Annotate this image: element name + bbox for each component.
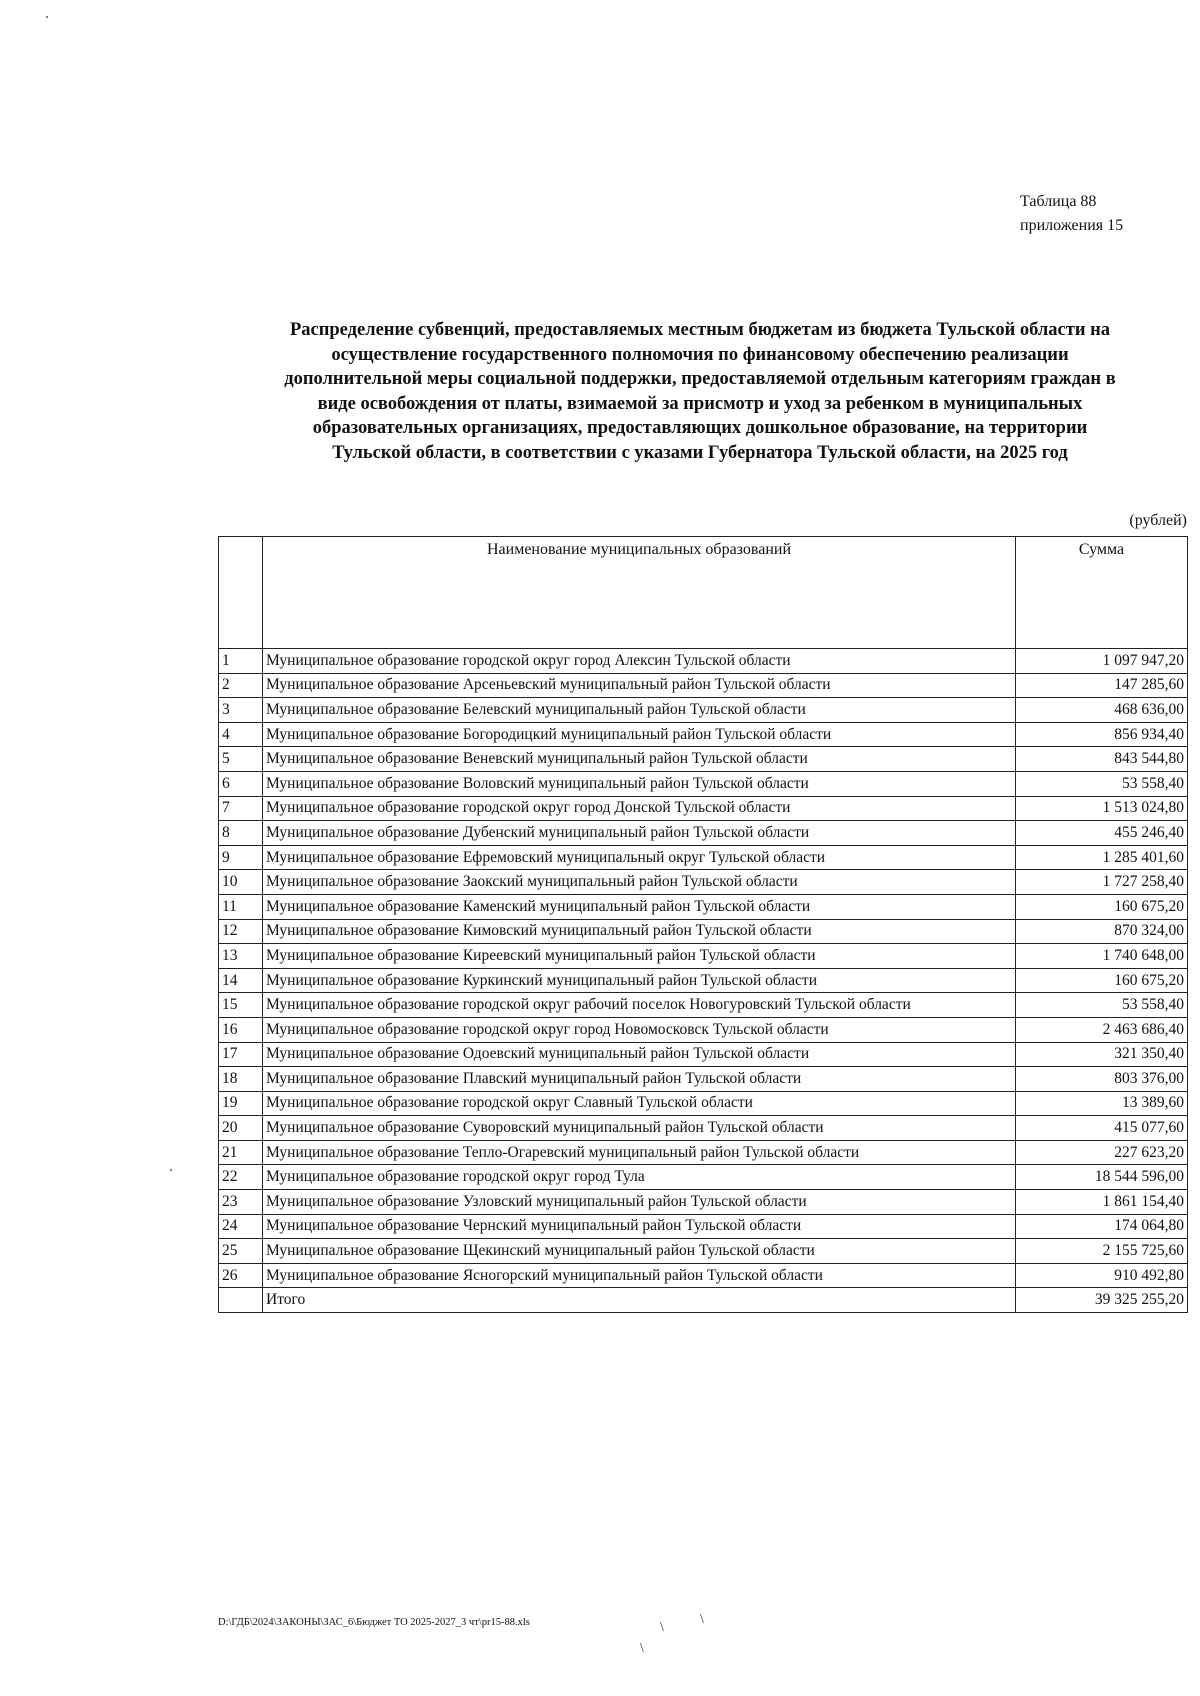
document-title xyxy=(210,318,1190,465)
table-row xyxy=(219,722,1188,747)
table-row xyxy=(219,870,1188,895)
table-row xyxy=(219,1017,1188,1042)
table-row xyxy=(219,919,1188,944)
header-amount: Сумма xyxy=(1016,537,1188,649)
municipality-name: Муниципальное образование городской округ Славный Тульской области xyxy=(263,1091,1016,1116)
table-row xyxy=(219,944,1188,969)
row-number: 24 xyxy=(219,1214,263,1239)
row-amount: 870 324,00 xyxy=(1016,919,1188,944)
scan-mark: \ xyxy=(640,1641,644,1656)
scan-mark: \ xyxy=(700,1612,704,1627)
row-number: 8 xyxy=(219,821,263,846)
row-number: 26 xyxy=(219,1263,263,1288)
row-amount: 13 389,60 xyxy=(1016,1091,1188,1116)
header-municipality: Наименование муниципальных образований xyxy=(263,537,1016,649)
municipality-name: Муниципальное образование Богородицкий муниципальный район Тульской области xyxy=(263,722,1016,747)
row-amount: 18 544 596,00 xyxy=(1016,1165,1188,1190)
municipality-name: Муниципальное образование Ясногорский муниципальный район Тульской области xyxy=(263,1263,1016,1288)
table-body xyxy=(219,649,1188,1288)
table-row xyxy=(219,649,1188,674)
table-number: Таблица 88 xyxy=(1020,193,1097,210)
table-row xyxy=(219,821,1188,846)
currency-unit: (рублей) xyxy=(1129,512,1187,529)
file-path-footer: D:\ГДБ\2024\ЗАКОНЫ\ЗАС_6\Бюджет ТО 2025-2027_3 чт\pr15-88.xls xyxy=(218,1617,530,1628)
row-number: 13 xyxy=(219,944,263,969)
row-number: 22 xyxy=(219,1165,263,1190)
row-number: 18 xyxy=(219,1067,263,1092)
municipality-name: Муниципальное образование Заокский муниципальный район Тульской области xyxy=(263,870,1016,895)
table-row xyxy=(219,1116,1188,1141)
subvention-table xyxy=(218,536,1188,1313)
row-amount: 160 675,20 xyxy=(1016,894,1188,919)
scan-speck xyxy=(170,1169,172,1171)
row-amount: 468 636,00 xyxy=(1016,698,1188,723)
row-number: 25 xyxy=(219,1239,263,1264)
row-number: 10 xyxy=(219,870,263,895)
municipality-name: Муниципальное образование Киреевский муниципальный район Тульской области xyxy=(263,944,1016,969)
table-row xyxy=(219,796,1188,821)
row-number: 7 xyxy=(219,796,263,821)
row-number: 15 xyxy=(219,993,263,1018)
municipality-name: Муниципальное образование Белевский муниципальный район Тульской области xyxy=(263,698,1016,723)
row-number: 17 xyxy=(219,1042,263,1067)
row-number: 2 xyxy=(219,673,263,698)
header-number xyxy=(219,537,263,649)
table-row xyxy=(219,1239,1188,1264)
title-line: дополнительной меры социальной поддержки, предоставляемой отдельным категориям граждан в xyxy=(284,369,1116,389)
total-amount: 39 325 255,20 xyxy=(1016,1288,1188,1313)
table-row xyxy=(219,1067,1188,1092)
row-number: 6 xyxy=(219,771,263,796)
table-row xyxy=(219,771,1188,796)
title-line: Тульской области, в соответствии с указами Губернатора Тульской области, на 2025 год xyxy=(332,442,1068,463)
row-number: 9 xyxy=(219,845,263,870)
row-amount: 910 492,80 xyxy=(1016,1263,1188,1288)
table-row xyxy=(219,845,1188,870)
row-number: 4 xyxy=(219,722,263,747)
row-amount: 803 376,00 xyxy=(1016,1067,1188,1092)
municipality-name: Муниципальное образование Воловский муниципальный район Тульской области xyxy=(263,771,1016,796)
row-amount: 455 246,40 xyxy=(1016,821,1188,846)
row-amount: 2 155 725,60 xyxy=(1016,1239,1188,1264)
row-amount: 227 623,20 xyxy=(1016,1140,1188,1165)
title-line: образовательных организациях, предоставляющих дошкольное образование, на территории xyxy=(312,418,1088,438)
row-amount: 415 077,60 xyxy=(1016,1116,1188,1141)
title-line: Распределение субвенций, предоставляемых местным бюджетам из бюджета Тульской области на xyxy=(289,320,1111,340)
row-number: 3 xyxy=(219,698,263,723)
municipality-name: Муниципальное образование Узловский муниципальный район Тульской области xyxy=(263,1190,1016,1215)
municipality-name: Муниципальное образование Каменский муниципальный район Тульской области xyxy=(263,894,1016,919)
municipality-name: Муниципальное образование Тепло-Огаревский муниципальный район Тульской области xyxy=(263,1140,1016,1165)
table-row xyxy=(219,1140,1188,1165)
row-amount: 1 513 024,80 xyxy=(1016,796,1188,821)
municipality-name: Муниципальное образование городской округ город Донской Тульской области xyxy=(263,796,1016,821)
table-row xyxy=(219,894,1188,919)
table-row xyxy=(219,1190,1188,1215)
table-row xyxy=(219,698,1188,723)
row-amount: 1 740 648,00 xyxy=(1016,944,1188,969)
row-number: 16 xyxy=(219,1017,263,1042)
row-amount: 321 350,40 xyxy=(1016,1042,1188,1067)
row-amount: 53 558,40 xyxy=(1016,771,1188,796)
municipality-name: Муниципальное образование Арсеньевский муниципальный район Тульской области xyxy=(263,673,1016,698)
municipality-name: Муниципальное образование Веневский муниципальный район Тульской области xyxy=(263,747,1016,772)
appendix-number: приложения 15 xyxy=(1020,217,1124,234)
municipality-name: Муниципальное образование Щекинский муниципальный район Тульской области xyxy=(263,1239,1016,1264)
table-row xyxy=(219,1263,1188,1288)
municipality-name: Муниципальное образование городской округ город Тула xyxy=(263,1165,1016,1190)
table-header-row xyxy=(219,537,1188,649)
row-number: 12 xyxy=(219,919,263,944)
row-number: 1 xyxy=(219,649,263,674)
municipality-name: Муниципальное образование Суворовский муниципальный район Тульской области xyxy=(263,1116,1016,1141)
municipality-name: Муниципальное образование городской округ город Новомосковск Тульской области xyxy=(263,1017,1016,1042)
row-amount: 1 285 401,60 xyxy=(1016,845,1188,870)
row-number: 11 xyxy=(219,894,263,919)
title-line: осуществление государственного полномочия по финансовому обеспечению реализации xyxy=(331,344,1069,365)
row-amount: 2 463 686,40 xyxy=(1016,1017,1188,1042)
municipality-name: Муниципальное образование Плавский муниципальный район Тульской области xyxy=(263,1067,1016,1092)
total-number xyxy=(219,1288,263,1313)
municipality-name: Муниципальное образование Кимовский муниципальный район Тульской области xyxy=(263,919,1016,944)
table-row xyxy=(219,968,1188,993)
row-number: 20 xyxy=(219,1116,263,1141)
municipality-name: Муниципальное образование Куркинский муниципальный район Тульской области xyxy=(263,968,1016,993)
row-amount: 160 675,20 xyxy=(1016,968,1188,993)
municipality-name: Муниципальное образование Дубенский муниципальный район Тульской области xyxy=(263,821,1016,846)
municipality-name: Муниципальное образование Чернский муниципальный район Тульской области xyxy=(263,1214,1016,1239)
table-row xyxy=(219,1165,1188,1190)
total-row xyxy=(219,1288,1188,1313)
scan-speck xyxy=(46,16,48,18)
row-number: 23 xyxy=(219,1190,263,1215)
row-amount: 147 285,60 xyxy=(1016,673,1188,698)
title-line: виде освобождения от платы, взимаемой за присмотр и уход за ребенком в муниципальных xyxy=(317,393,1083,414)
municipality-name: Муниципальное образование городской округ город Алексин Тульской области xyxy=(263,649,1016,674)
table-row xyxy=(219,747,1188,772)
table-row xyxy=(219,1091,1188,1116)
row-amount: 53 558,40 xyxy=(1016,993,1188,1018)
municipality-name: Муниципальное образование Одоевский муниципальный район Тульской области xyxy=(263,1042,1016,1067)
scan-mark: \ xyxy=(660,1620,664,1635)
table-row xyxy=(219,993,1188,1018)
row-amount: 843 544,80 xyxy=(1016,747,1188,772)
row-amount: 856 934,40 xyxy=(1016,722,1188,747)
row-number: 5 xyxy=(219,747,263,772)
row-number: 14 xyxy=(219,968,263,993)
municipality-name: Муниципальное образование городской округ рабочий поселок Новогуровский Тульской области xyxy=(263,993,1016,1018)
total-label: Итого xyxy=(263,1288,1016,1313)
municipality-name: Муниципальное образование Ефремовский муниципальный округ Тульской области xyxy=(263,845,1016,870)
table-row xyxy=(219,1042,1188,1067)
row-amount: 1 727 258,40 xyxy=(1016,870,1188,895)
row-amount: 174 064,80 xyxy=(1016,1214,1188,1239)
row-number: 19 xyxy=(219,1091,263,1116)
appendix-reference xyxy=(1020,190,1123,238)
row-number: 21 xyxy=(219,1140,263,1165)
table-row xyxy=(219,1214,1188,1239)
table-row xyxy=(219,673,1188,698)
row-amount: 1 861 154,40 xyxy=(1016,1190,1188,1215)
row-amount: 1 097 947,20 xyxy=(1016,649,1188,674)
